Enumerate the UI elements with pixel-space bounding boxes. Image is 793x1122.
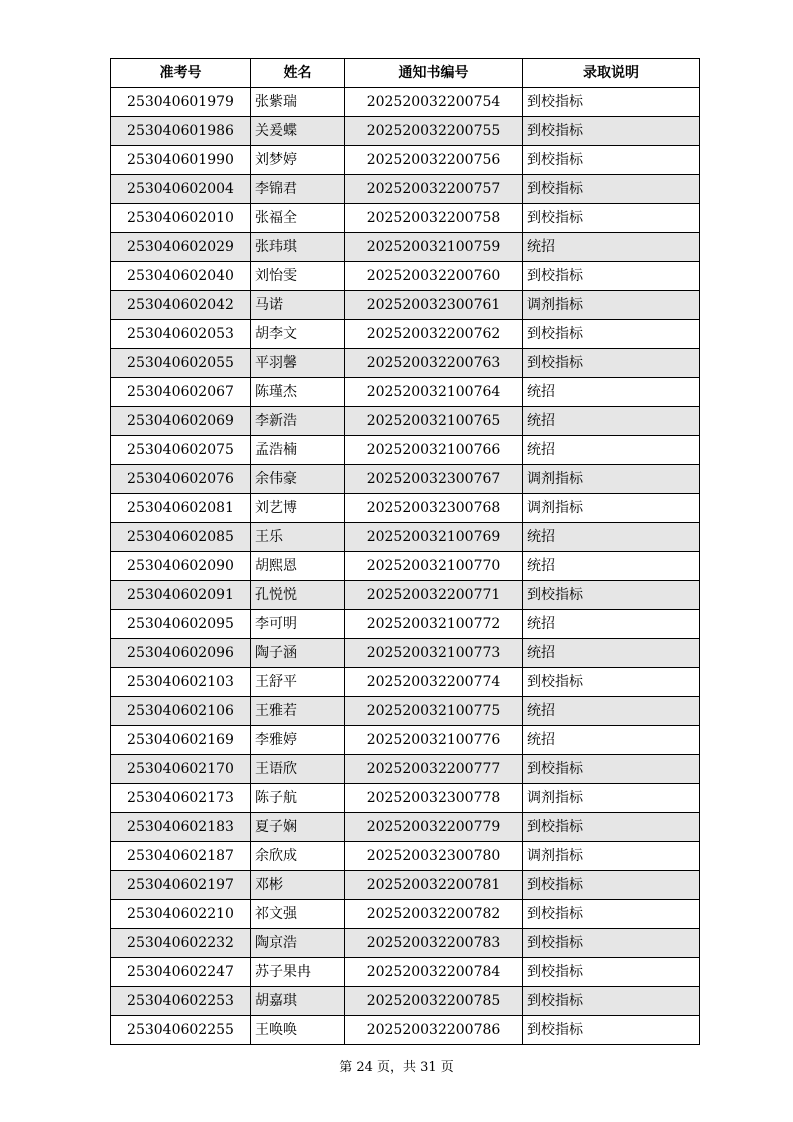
table-row xyxy=(111,320,700,349)
notice-number-cell: 202520032100769 xyxy=(345,523,523,552)
admission-note-cell: 到校指标 xyxy=(523,146,700,175)
admission-note-cell: 统招 xyxy=(523,233,700,262)
admission-note-cell: 到校指标 xyxy=(523,929,700,958)
admission-note-cell: 统招 xyxy=(523,726,700,755)
notice-number-cell: 202520032200754 xyxy=(345,88,523,117)
notice-number-cell: 202520032200779 xyxy=(345,813,523,842)
exam-id-cell: 253040602170 xyxy=(111,755,251,784)
student-name-cell: 李新浩 xyxy=(251,407,345,436)
student-name-cell: 李雅婷 xyxy=(251,726,345,755)
exam-id-cell: 253040602169 xyxy=(111,726,251,755)
table-row xyxy=(111,813,700,842)
exam-id-cell: 253040602247 xyxy=(111,958,251,987)
exam-id-cell: 253040602197 xyxy=(111,871,251,900)
notice-number-cell: 202520032200774 xyxy=(345,668,523,697)
table-row xyxy=(111,755,700,784)
student-name-cell: 王雅若 xyxy=(251,697,345,726)
table-body xyxy=(111,88,700,1045)
admission-note-cell: 统招 xyxy=(523,639,700,668)
student-name-cell: 关爰蝶 xyxy=(251,117,345,146)
notice-number-cell: 202520032200762 xyxy=(345,320,523,349)
notice-number-cell: 202520032100765 xyxy=(345,407,523,436)
student-name-cell: 苏子果冉 xyxy=(251,958,345,987)
table-row xyxy=(111,175,700,204)
table-row xyxy=(111,117,700,146)
student-name-cell: 陈瑾杰 xyxy=(251,378,345,407)
admission-note-cell: 到校指标 xyxy=(523,1016,700,1045)
student-name-cell: 李锦君 xyxy=(251,175,345,204)
exam-id-cell: 253040602042 xyxy=(111,291,251,320)
notice-number-cell: 202520032300767 xyxy=(345,465,523,494)
table-header xyxy=(111,59,700,88)
table-row xyxy=(111,784,700,813)
student-name-cell: 邓彬 xyxy=(251,871,345,900)
admission-note-cell: 到校指标 xyxy=(523,871,700,900)
admission-note-cell: 到校指标 xyxy=(523,668,700,697)
admission-note-cell: 统招 xyxy=(523,552,700,581)
admission-note-cell: 调剂指标 xyxy=(523,291,700,320)
exam-id-cell: 253040602075 xyxy=(111,436,251,465)
table-row xyxy=(111,465,700,494)
notice-number-cell: 202520032100773 xyxy=(345,639,523,668)
admission-table xyxy=(110,58,700,1045)
exam-id-cell: 253040602095 xyxy=(111,610,251,639)
exam-id-cell: 253040602103 xyxy=(111,668,251,697)
admission-note-cell: 到校指标 xyxy=(523,349,700,378)
table-row xyxy=(111,407,700,436)
exam-id-cell: 253040602255 xyxy=(111,1016,251,1045)
admission-note-cell: 统招 xyxy=(523,697,700,726)
admission-note-cell: 统招 xyxy=(523,378,700,407)
table-row xyxy=(111,378,700,407)
page-footer: 第 24 页，共 31 页 xyxy=(339,1060,454,1075)
admission-note-cell: 调剂指标 xyxy=(523,784,700,813)
exam-id-cell: 253040602029 xyxy=(111,233,251,262)
admission-note-cell: 到校指标 xyxy=(523,958,700,987)
table-row xyxy=(111,842,700,871)
table-row xyxy=(111,146,700,175)
header-name: 姓名 xyxy=(251,59,345,88)
table-row xyxy=(111,552,700,581)
table-row xyxy=(111,204,700,233)
exam-id-cell: 253040602253 xyxy=(111,987,251,1016)
student-name-cell: 胡嘉琪 xyxy=(251,987,345,1016)
header-notice-number: 通知书编号 xyxy=(345,59,523,88)
notice-number-cell: 202520032300778 xyxy=(345,784,523,813)
exam-id-cell: 253040602067 xyxy=(111,378,251,407)
notice-number-cell: 202520032200758 xyxy=(345,204,523,233)
notice-number-cell: 202520032200782 xyxy=(345,900,523,929)
student-name-cell: 陶京浩 xyxy=(251,929,345,958)
exam-id-cell: 253040602091 xyxy=(111,581,251,610)
admission-note-cell: 调剂指标 xyxy=(523,465,700,494)
admission-note-cell: 调剂指标 xyxy=(523,494,700,523)
notice-number-cell: 202520032200783 xyxy=(345,929,523,958)
admission-note-cell: 统招 xyxy=(523,523,700,552)
admission-note-cell: 到校指标 xyxy=(523,117,700,146)
admission-note-cell: 统招 xyxy=(523,436,700,465)
notice-number-cell: 202520032200763 xyxy=(345,349,523,378)
exam-id-cell: 253040602085 xyxy=(111,523,251,552)
student-name-cell: 刘梦婷 xyxy=(251,146,345,175)
table-row xyxy=(111,987,700,1016)
exam-id-cell: 253040602096 xyxy=(111,639,251,668)
table-row xyxy=(111,436,700,465)
student-name-cell: 张紫瑞 xyxy=(251,88,345,117)
student-name-cell: 王乐 xyxy=(251,523,345,552)
student-name-cell: 刘怡雯 xyxy=(251,262,345,291)
exam-id-cell: 253040602081 xyxy=(111,494,251,523)
student-name-cell: 陶子涵 xyxy=(251,639,345,668)
student-name-cell: 祁文强 xyxy=(251,900,345,929)
notice-number-cell: 202520032100759 xyxy=(345,233,523,262)
header-exam-id: 准考号 xyxy=(111,59,251,88)
student-name-cell: 余欣成 xyxy=(251,842,345,871)
student-name-cell: 胡李文 xyxy=(251,320,345,349)
admission-note-cell: 到校指标 xyxy=(523,813,700,842)
table-row xyxy=(111,958,700,987)
admission-note-cell: 调剂指标 xyxy=(523,842,700,871)
notice-number-cell: 202520032300780 xyxy=(345,842,523,871)
exam-id-cell: 253040602210 xyxy=(111,900,251,929)
admission-note-cell: 到校指标 xyxy=(523,175,700,204)
table-row xyxy=(111,523,700,552)
admission-note-cell: 到校指标 xyxy=(523,320,700,349)
exam-id-cell: 253040602090 xyxy=(111,552,251,581)
table-row xyxy=(111,262,700,291)
exam-id-cell: 253040601990 xyxy=(111,146,251,175)
notice-number-cell: 202520032200781 xyxy=(345,871,523,900)
exam-id-cell: 253040602076 xyxy=(111,465,251,494)
exam-id-cell: 253040602106 xyxy=(111,697,251,726)
student-name-cell: 张玮琪 xyxy=(251,233,345,262)
exam-id-cell: 253040602187 xyxy=(111,842,251,871)
notice-number-cell: 202520032100770 xyxy=(345,552,523,581)
admission-note-cell: 到校指标 xyxy=(523,88,700,117)
table-row xyxy=(111,929,700,958)
exam-id-cell: 253040602055 xyxy=(111,349,251,378)
student-name-cell: 孔悦悦 xyxy=(251,581,345,610)
notice-number-cell: 202520032200777 xyxy=(345,755,523,784)
notice-number-cell: 202520032100766 xyxy=(345,436,523,465)
header-admission-note: 录取说明 xyxy=(523,59,700,88)
notice-number-cell: 202520032200784 xyxy=(345,958,523,987)
table-row xyxy=(111,349,700,378)
exam-id-cell: 253040602040 xyxy=(111,262,251,291)
table-row xyxy=(111,494,700,523)
table-row xyxy=(111,900,700,929)
student-name-cell: 夏子娴 xyxy=(251,813,345,842)
exam-id-cell: 253040602069 xyxy=(111,407,251,436)
notice-number-cell: 202520032200755 xyxy=(345,117,523,146)
student-name-cell: 张福全 xyxy=(251,204,345,233)
admission-note-cell: 到校指标 xyxy=(523,900,700,929)
student-name-cell: 平羽馨 xyxy=(251,349,345,378)
admission-note-cell: 统招 xyxy=(523,610,700,639)
notice-number-cell: 202520032200785 xyxy=(345,987,523,1016)
exam-id-cell: 253040601986 xyxy=(111,117,251,146)
notice-number-cell: 202520032200786 xyxy=(345,1016,523,1045)
student-name-cell: 王语欣 xyxy=(251,755,345,784)
notice-number-cell: 202520032200756 xyxy=(345,146,523,175)
student-name-cell: 刘艺博 xyxy=(251,494,345,523)
notice-number-cell: 202520032100775 xyxy=(345,697,523,726)
admission-note-cell: 统招 xyxy=(523,407,700,436)
table-row xyxy=(111,581,700,610)
notice-number-cell: 202520032100764 xyxy=(345,378,523,407)
notice-number-cell: 202520032200760 xyxy=(345,262,523,291)
table-row xyxy=(111,871,700,900)
student-name-cell: 孟浩楠 xyxy=(251,436,345,465)
table-row xyxy=(111,726,700,755)
exam-id-cell: 253040602004 xyxy=(111,175,251,204)
table-row xyxy=(111,668,700,697)
table-row xyxy=(111,233,700,262)
student-name-cell: 陈子航 xyxy=(251,784,345,813)
student-name-cell: 李可明 xyxy=(251,610,345,639)
notice-number-cell: 202520032300761 xyxy=(345,291,523,320)
exam-id-cell: 253040602183 xyxy=(111,813,251,842)
table-row xyxy=(111,291,700,320)
exam-id-cell: 253040601979 xyxy=(111,88,251,117)
student-name-cell: 胡熙恩 xyxy=(251,552,345,581)
notice-number-cell: 202520032300768 xyxy=(345,494,523,523)
admission-note-cell: 到校指标 xyxy=(523,755,700,784)
student-name-cell: 王舒平 xyxy=(251,668,345,697)
exam-id-cell: 253040602173 xyxy=(111,784,251,813)
table-row xyxy=(111,1016,700,1045)
exam-id-cell: 253040602053 xyxy=(111,320,251,349)
student-name-cell: 王唤唤 xyxy=(251,1016,345,1045)
admission-list-sheet xyxy=(110,58,699,1045)
table-row xyxy=(111,88,700,117)
table-row xyxy=(111,610,700,639)
admission-note-cell: 到校指标 xyxy=(523,581,700,610)
notice-number-cell: 202520032100776 xyxy=(345,726,523,755)
header-row xyxy=(111,59,700,88)
notice-number-cell: 202520032100772 xyxy=(345,610,523,639)
table-row xyxy=(111,639,700,668)
admission-note-cell: 到校指标 xyxy=(523,204,700,233)
notice-number-cell: 202520032200757 xyxy=(345,175,523,204)
exam-id-cell: 253040602010 xyxy=(111,204,251,233)
student-name-cell: 余伟豪 xyxy=(251,465,345,494)
student-name-cell: 马诺 xyxy=(251,291,345,320)
table-row xyxy=(111,697,700,726)
notice-number-cell: 202520032200771 xyxy=(345,581,523,610)
admission-note-cell: 到校指标 xyxy=(523,987,700,1016)
admission-note-cell: 到校指标 xyxy=(523,262,700,291)
exam-id-cell: 253040602232 xyxy=(111,929,251,958)
